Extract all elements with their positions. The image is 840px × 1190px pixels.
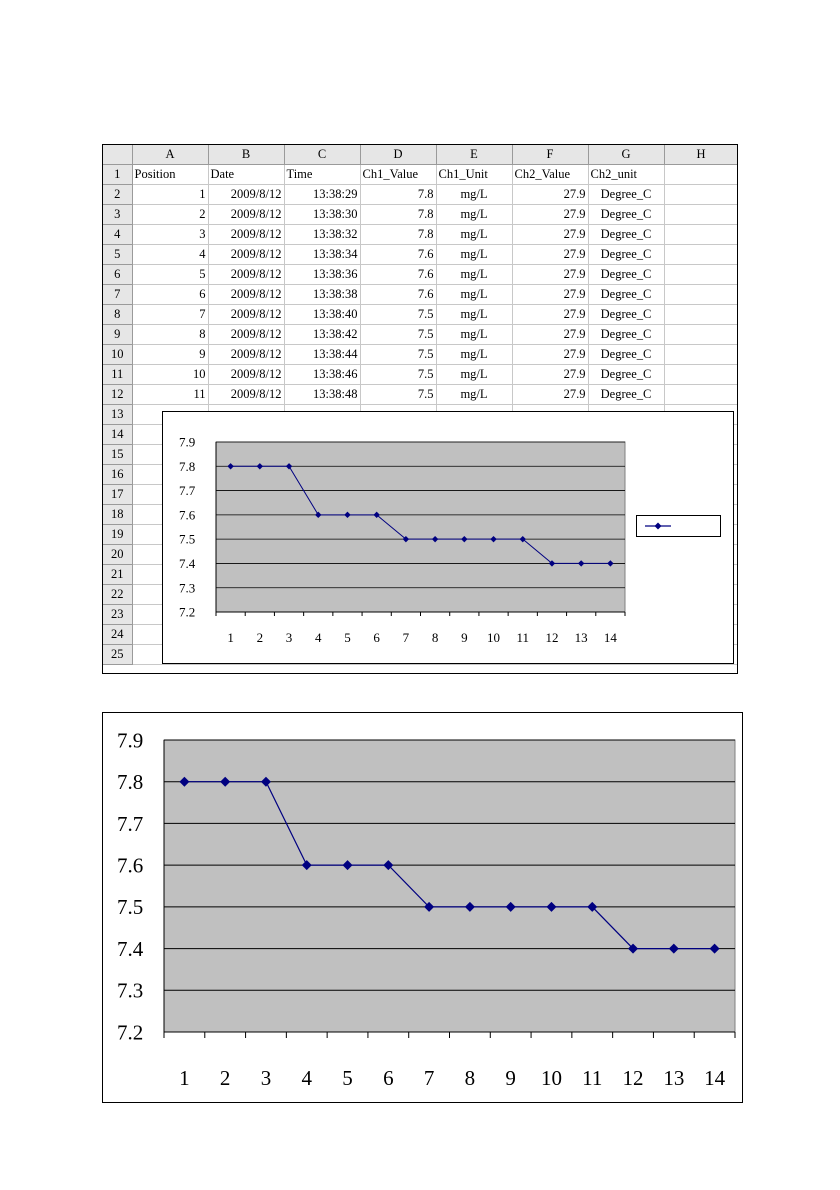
cell[interactable] bbox=[664, 385, 738, 405]
x-tick-label: 11 bbox=[582, 1066, 603, 1090]
cell[interactable]: 2009/8/12 bbox=[208, 345, 284, 365]
row-header[interactable]: 9 bbox=[103, 325, 132, 345]
cell[interactable]: 2 bbox=[132, 205, 208, 225]
cell[interactable]: 2009/8/12 bbox=[208, 185, 284, 205]
cell[interactable]: 2009/8/12 bbox=[208, 265, 284, 285]
cell[interactable] bbox=[664, 285, 738, 305]
row-header[interactable]: 15 bbox=[103, 445, 132, 465]
x-tick-label: 5 bbox=[344, 630, 351, 645]
cell[interactable] bbox=[664, 245, 738, 265]
table-row bbox=[103, 385, 738, 405]
cell[interactable]: Time bbox=[284, 165, 360, 185]
cell[interactable]: Ch2_unit bbox=[588, 165, 664, 185]
cell[interactable]: mg/L bbox=[436, 185, 512, 205]
table-row bbox=[103, 285, 738, 305]
x-tick-label: 11 bbox=[516, 630, 530, 645]
column-header-h[interactable]: H bbox=[664, 145, 738, 165]
cell[interactable]: 13:38:29 bbox=[284, 185, 360, 205]
cell[interactable]: 27.9 bbox=[512, 305, 588, 325]
cell[interactable]: 27.9 bbox=[512, 205, 588, 225]
cell[interactable]: 8 bbox=[132, 325, 208, 345]
y-tick-label: 7.7 bbox=[117, 811, 144, 836]
column-header-row bbox=[103, 145, 738, 165]
cell[interactable]: 7 bbox=[132, 305, 208, 325]
column-header-a[interactable]: A bbox=[132, 145, 208, 165]
row-header[interactable]: 25 bbox=[103, 645, 132, 665]
table-row bbox=[103, 225, 738, 245]
table-row bbox=[103, 205, 738, 225]
cell[interactable]: 27.9 bbox=[512, 325, 588, 345]
column-header-c[interactable]: C bbox=[284, 145, 360, 165]
cell[interactable]: mg/L bbox=[436, 365, 512, 385]
x-tick-label: 12 bbox=[622, 1066, 644, 1090]
row-header[interactable]: 8 bbox=[103, 305, 132, 325]
y-tick-label: 7.9 bbox=[117, 728, 144, 753]
cell[interactable]: Ch1_Unit bbox=[436, 165, 512, 185]
cell[interactable]: Degree_C bbox=[588, 225, 664, 245]
cell[interactable]: Degree_C bbox=[588, 305, 664, 325]
x-tick-label: 8 bbox=[431, 630, 439, 645]
cell[interactable]: Date bbox=[208, 165, 284, 185]
cell[interactable]: 7.8 bbox=[360, 225, 436, 245]
row-header[interactable]: 22 bbox=[103, 585, 132, 605]
y-tick-label: 7.6 bbox=[117, 853, 144, 878]
cell[interactable]: 7.5 bbox=[360, 365, 436, 385]
table-row bbox=[103, 365, 738, 385]
cell[interactable]: 27.9 bbox=[512, 385, 588, 405]
cell[interactable]: Degree_C bbox=[588, 185, 664, 205]
cell[interactable]: Degree_C bbox=[588, 385, 664, 405]
cell[interactable]: mg/L bbox=[436, 205, 512, 225]
y-tick-label: 7.5 bbox=[179, 531, 196, 547]
row-header[interactable]: 18 bbox=[103, 505, 132, 525]
x-tick-label: 13 bbox=[663, 1066, 685, 1090]
y-tick-label: 7.6 bbox=[179, 507, 196, 523]
cell[interactable]: 27.9 bbox=[512, 365, 588, 385]
cell[interactable]: mg/L bbox=[436, 345, 512, 365]
cell[interactable]: 13:38:46 bbox=[284, 365, 360, 385]
cell[interactable] bbox=[664, 345, 738, 365]
cell[interactable]: 7.6 bbox=[360, 265, 436, 285]
x-tick-label: 10 bbox=[487, 630, 501, 645]
cell[interactable]: 13:38:40 bbox=[284, 305, 360, 325]
cell[interactable]: 2009/8/12 bbox=[208, 285, 284, 305]
x-tick-label: 1 bbox=[227, 630, 234, 645]
row-header[interactable]: 3 bbox=[103, 205, 132, 225]
table-row bbox=[103, 305, 738, 325]
cell[interactable]: Ch2_Value bbox=[512, 165, 588, 185]
cell[interactable] bbox=[664, 225, 738, 245]
table-row bbox=[103, 165, 738, 185]
cell[interactable]: 7.5 bbox=[360, 345, 436, 365]
cell[interactable]: 13:38:32 bbox=[284, 225, 360, 245]
cell[interactable]: 3 bbox=[132, 225, 208, 245]
cell[interactable]: Degree_C bbox=[588, 205, 664, 225]
table-row bbox=[103, 345, 738, 365]
x-tick-label: 9 bbox=[505, 1066, 516, 1090]
row-header[interactable]: 5 bbox=[103, 245, 132, 265]
column-header-g[interactable]: G bbox=[588, 145, 664, 165]
cell[interactable] bbox=[664, 265, 738, 285]
table-row bbox=[103, 185, 738, 205]
row-header[interactable]: 21 bbox=[103, 565, 132, 585]
cell[interactable]: 9 bbox=[132, 345, 208, 365]
cell[interactable]: Degree_C bbox=[588, 365, 664, 385]
y-tick-label: 7.8 bbox=[117, 770, 144, 795]
cell[interactable]: 5 bbox=[132, 265, 208, 285]
cell[interactable] bbox=[664, 205, 738, 225]
cell[interactable]: 13:38:36 bbox=[284, 265, 360, 285]
cell[interactable]: 27.9 bbox=[512, 265, 588, 285]
cell[interactable]: 27.9 bbox=[512, 185, 588, 205]
x-tick-label: 10 bbox=[540, 1066, 562, 1090]
cell[interactable]: 13:38:48 bbox=[284, 385, 360, 405]
table-row bbox=[103, 265, 738, 285]
chart-legend bbox=[636, 515, 721, 537]
cell[interactable]: mg/L bbox=[436, 285, 512, 305]
cell[interactable] bbox=[664, 305, 738, 325]
cell[interactable]: 10 bbox=[132, 365, 208, 385]
row-header[interactable]: 23 bbox=[103, 605, 132, 625]
cell[interactable]: 13:38:30 bbox=[284, 205, 360, 225]
cell[interactable]: 7.5 bbox=[360, 325, 436, 345]
y-tick-label: 7.9 bbox=[179, 434, 196, 450]
x-tick-label: 7 bbox=[402, 630, 410, 645]
x-tick-label: 1 bbox=[179, 1066, 190, 1090]
x-tick-label: 4 bbox=[315, 630, 322, 645]
y-tick-label: 7.2 bbox=[179, 604, 196, 620]
cell[interactable]: 7.6 bbox=[360, 285, 436, 305]
column-header-f[interactable]: F bbox=[512, 145, 588, 165]
cell[interactable]: mg/L bbox=[436, 265, 512, 285]
x-tick-label: 14 bbox=[603, 630, 617, 645]
row-header[interactable]: 4 bbox=[103, 225, 132, 245]
x-tick-label: 8 bbox=[464, 1066, 476, 1090]
cell[interactable]: 2009/8/12 bbox=[208, 325, 284, 345]
cell[interactable]: Degree_C bbox=[588, 345, 664, 365]
cell[interactable] bbox=[664, 325, 738, 345]
x-tick-label: 5 bbox=[342, 1066, 353, 1090]
cell[interactable]: 7.5 bbox=[360, 305, 436, 325]
x-tick-label: 4 bbox=[301, 1066, 312, 1090]
y-tick-label: 7.4 bbox=[117, 936, 144, 961]
cell[interactable]: 11 bbox=[132, 385, 208, 405]
cell[interactable]: 2009/8/12 bbox=[208, 385, 284, 405]
x-tick-label: 7 bbox=[423, 1066, 435, 1090]
x-tick-label: 2 bbox=[256, 630, 264, 645]
cell[interactable]: 27.9 bbox=[512, 245, 588, 265]
y-tick-label: 7.5 bbox=[117, 895, 144, 920]
cell[interactable]: mg/L bbox=[436, 305, 512, 325]
x-tick-label: 14 bbox=[704, 1066, 726, 1090]
cell[interactable]: 7.8 bbox=[360, 185, 436, 205]
cell[interactable]: mg/L bbox=[436, 385, 512, 405]
cell[interactable]: 13:38:34 bbox=[284, 245, 360, 265]
cell[interactable] bbox=[664, 185, 738, 205]
cell[interactable]: 2009/8/12 bbox=[208, 305, 284, 325]
cell[interactable]: 6 bbox=[132, 285, 208, 305]
cell[interactable]: 7.6 bbox=[360, 245, 436, 265]
row-header[interactable]: 10 bbox=[103, 345, 132, 365]
select-all-corner[interactable] bbox=[103, 145, 132, 165]
row-header[interactable]: 14 bbox=[103, 425, 132, 445]
cell[interactable] bbox=[664, 165, 738, 185]
row-header[interactable]: 16 bbox=[103, 465, 132, 485]
row-header[interactable]: 24 bbox=[103, 625, 132, 645]
y-tick-label: 7.2 bbox=[117, 1020, 144, 1045]
x-tick-label: 6 bbox=[373, 630, 380, 645]
cell[interactable]: mg/L bbox=[436, 325, 512, 345]
cell[interactable]: 4 bbox=[132, 245, 208, 265]
cell[interactable]: mg/L bbox=[436, 245, 512, 265]
cell[interactable]: 2009/8/12 bbox=[208, 365, 284, 385]
cell[interactable]: 7.8 bbox=[360, 205, 436, 225]
y-tick-label: 7.4 bbox=[179, 555, 196, 571]
cell[interactable]: 1 bbox=[132, 185, 208, 205]
plot-area bbox=[216, 442, 625, 612]
cell[interactable]: 13:38:44 bbox=[284, 345, 360, 365]
table-row bbox=[103, 325, 738, 345]
cell[interactable]: 27.9 bbox=[512, 345, 588, 365]
cell[interactable]: 2009/8/12 bbox=[208, 225, 284, 245]
cell[interactable] bbox=[664, 365, 738, 385]
x-tick-label: 3 bbox=[260, 1066, 272, 1090]
x-tick-label: 2 bbox=[219, 1066, 231, 1090]
cell[interactable]: 27.9 bbox=[512, 225, 588, 245]
row-header[interactable]: 11 bbox=[103, 365, 132, 385]
row-header[interactable]: 17 bbox=[103, 485, 132, 505]
cell[interactable]: Degree_C bbox=[588, 265, 664, 285]
column-header-b[interactable]: B bbox=[208, 145, 284, 165]
cell[interactable]: Degree_C bbox=[588, 325, 664, 345]
x-tick-label: 6 bbox=[383, 1066, 394, 1090]
cell[interactable]: Position bbox=[132, 165, 208, 185]
enlarged-chart bbox=[102, 712, 743, 1103]
legend-marker bbox=[655, 523, 662, 530]
cell[interactable]: mg/L bbox=[436, 225, 512, 245]
x-tick-label: 9 bbox=[461, 630, 468, 645]
x-tick-label: 13 bbox=[574, 630, 588, 645]
row-header[interactable]: 1 bbox=[103, 165, 132, 185]
y-tick-label: 7.8 bbox=[179, 458, 196, 474]
y-tick-label: 7.7 bbox=[179, 483, 196, 499]
cell[interactable]: Degree_C bbox=[588, 245, 664, 265]
column-header-d[interactable]: D bbox=[360, 145, 436, 165]
column-header-e[interactable]: E bbox=[436, 145, 512, 165]
cell[interactable]: 13:38:38 bbox=[284, 285, 360, 305]
cell[interactable]: 2009/8/12 bbox=[208, 205, 284, 225]
x-tick-label: 12 bbox=[545, 630, 559, 645]
row-header[interactable]: 20 bbox=[103, 545, 132, 565]
row-header[interactable]: 6 bbox=[103, 265, 132, 285]
y-tick-label: 7.3 bbox=[117, 978, 144, 1003]
enlarged-line-chart bbox=[103, 713, 742, 1102]
y-tick-label: 7.3 bbox=[179, 580, 196, 596]
row-header[interactable]: 7 bbox=[103, 285, 132, 305]
row-header[interactable]: 13 bbox=[103, 405, 132, 425]
plot-area bbox=[164, 740, 735, 1032]
cell[interactable]: 27.9 bbox=[512, 285, 588, 305]
row-header[interactable]: 12 bbox=[103, 385, 132, 405]
table-row bbox=[103, 245, 738, 265]
row-header[interactable]: 2 bbox=[103, 185, 132, 205]
row-header[interactable]: 19 bbox=[103, 525, 132, 545]
cell[interactable]: 2009/8/12 bbox=[208, 245, 284, 265]
cell[interactable]: Degree_C bbox=[588, 285, 664, 305]
cell[interactable]: 13:38:42 bbox=[284, 325, 360, 345]
x-tick-label: 3 bbox=[285, 630, 293, 645]
cell[interactable]: 7.5 bbox=[360, 385, 436, 405]
cell[interactable]: Ch1_Value bbox=[360, 165, 436, 185]
